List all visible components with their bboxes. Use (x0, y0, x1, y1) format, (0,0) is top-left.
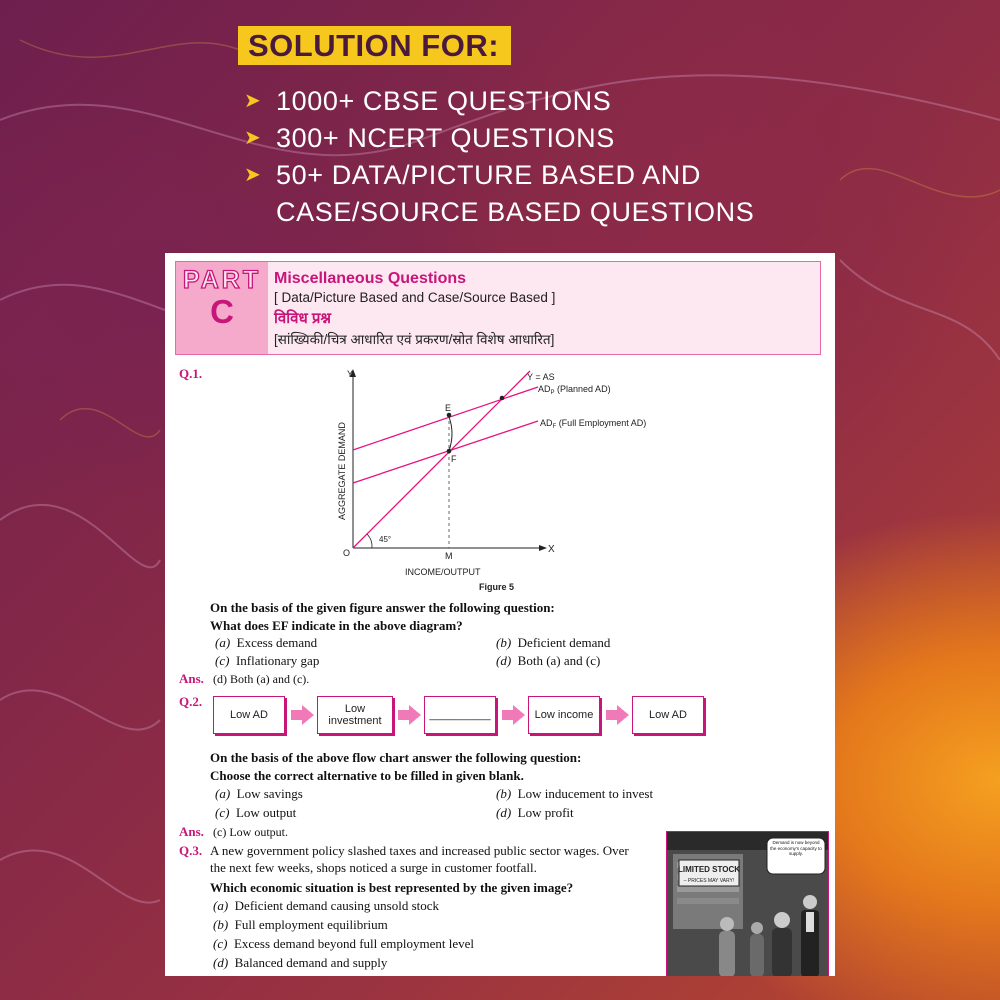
section-title-hindi: विविध प्रश्न (274, 310, 331, 327)
q2-option-d: (d) Low profit (496, 805, 574, 820)
q3-text-line1: A new government policy slashed taxes and increased public sector wages. Over (210, 843, 629, 858)
photo-speech-bubble: Demand is now beyond the economy's capacity to supply. (770, 840, 822, 856)
question-number: Q.2. (179, 694, 203, 709)
question-number: Q.3. (179, 843, 203, 858)
part-header (175, 261, 821, 355)
q3-option-c: (c) Excess demand beyond full employment level (213, 936, 475, 951)
flow-box-blank: __________ (424, 696, 496, 734)
full-employment-ad-label: $AD_F$ (Full Employment AD) (540, 418, 647, 430)
flow-box: Low AD (632, 696, 704, 734)
x-axis-label: X (548, 544, 555, 555)
shop-crowd-image (666, 831, 829, 976)
q1-option-a: (a) Excess demand (215, 635, 318, 650)
part-letter: C (210, 293, 234, 330)
q2-option-a: (a) Low savings (215, 786, 303, 801)
arrow-icon: ➤ (244, 127, 262, 149)
point-f-label: F (451, 454, 457, 464)
q3-option-a: (a) Deficient demand causing unsold stock (213, 898, 440, 913)
q3-option-b: (b) Full employment equilibrium (213, 917, 388, 932)
figure-caption: Figure 5 (479, 582, 515, 592)
bullet-continuation: CASE/SOURCE BASED QUESTIONS (276, 197, 755, 227)
as-line-label: Y = AS (527, 372, 555, 382)
bullet-item: ➤ 1000+ CBSE QUESTIONS (244, 86, 612, 116)
q1-option-c: (c) Inflationary gap (215, 653, 320, 668)
photo-sign-subtext: – PRICES MAY VARY! (683, 878, 735, 884)
section-subtitle: [ Data/Picture Based and Case/Source Based ] (274, 290, 556, 305)
y-axis-label: Y (347, 369, 354, 379)
part-badge (176, 262, 268, 354)
q1-option-d: (d) Both (a) and (c) (496, 653, 601, 668)
arrow-icon: ➤ (244, 90, 262, 112)
q2-lead: On the basis of the above flow chart answer the following question: (210, 750, 582, 765)
q3-question: Which economic situation is best represented by the given image? (210, 880, 574, 895)
question-number: Q.1. (179, 366, 203, 381)
point-e-label: E (445, 403, 452, 413)
q2-option-c: (c) Low output (215, 805, 297, 820)
q2-question: Choose the correct alternative to be filled in given blank. (210, 768, 524, 783)
answer-label: Ans. (179, 824, 204, 839)
photo-sign-text: LIMITED STOCK (677, 865, 741, 874)
bullet-item: ➤ 50+ DATA/PICTURE BASED AND (244, 160, 701, 190)
bullet-list (244, 84, 754, 232)
q1-option-b: (b) Deficient demand (496, 635, 611, 650)
section-subtitle-hindi: [सांख्यिकी/चित्र आधारित एवं प्रकरण/स्रोत विशेष आधारित] (274, 332, 555, 347)
q1-answer: (d) Both (a) and (c). (213, 672, 310, 686)
origin-label: O (343, 548, 351, 558)
q2-answer: (c) Low output. (213, 825, 288, 839)
solution-banner: SOLUTION FOR: (238, 26, 511, 65)
point-m-label: M (445, 551, 453, 561)
ad-as-figure (325, 365, 665, 595)
answer-label: Ans. (179, 671, 204, 686)
worksheet-page (165, 253, 835, 976)
q1-question: What does EF indicate in the above diagram? (210, 618, 463, 633)
arrow-icon: ➤ (244, 164, 262, 186)
angle-label: 45° (379, 535, 392, 544)
section-title: Miscellaneous Questions (274, 270, 467, 287)
y-axis-title: AGGREGATE DEMAND (337, 422, 347, 520)
flow-box: Low income (528, 696, 600, 734)
planned-ad-label: $AD_P$ (Planned AD) (538, 384, 611, 396)
q2-option-b: (b) Low inducement to invest (496, 786, 654, 801)
bullet-item: ➤ 300+ NCERT QUESTIONS (244, 123, 615, 153)
part-word: PART (182, 266, 262, 294)
flow-box: Low AD (213, 696, 285, 734)
q3-text-line2: the next few weeks, shops noticed a surge in customer footfall. (210, 860, 537, 875)
flow-box: Low investment (317, 696, 393, 734)
x-axis-title: INCOME/OUTPUT (405, 567, 481, 577)
q3-option-d: (d) Balanced demand and supply (213, 955, 388, 970)
q1-lead: On the basis of the given figure answer the following question: (210, 600, 555, 615)
